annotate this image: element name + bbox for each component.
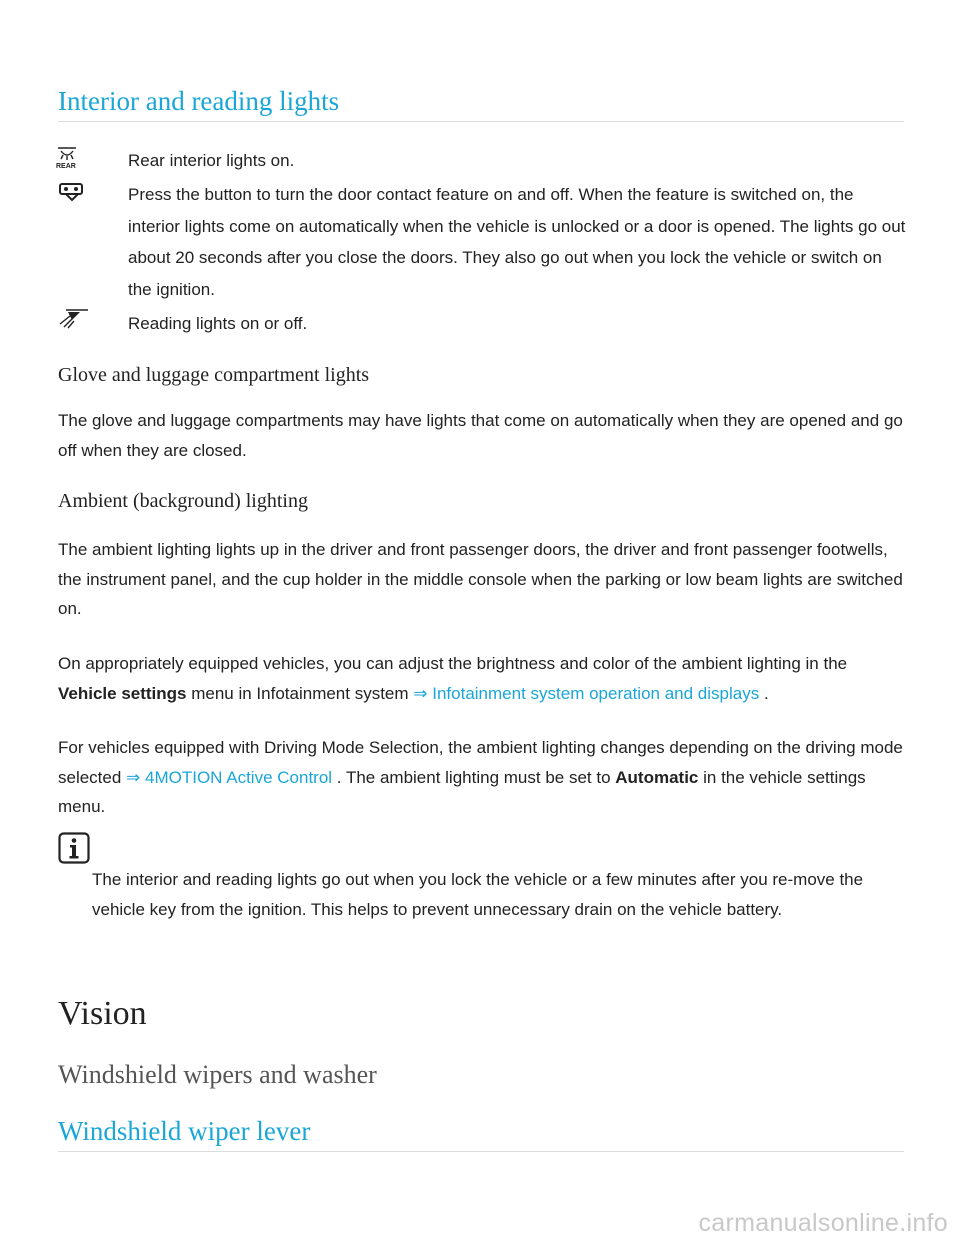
section-title-ambient: Ambient (background) lighting [58,490,308,512]
ambient-paragraph-3 [58,733,908,822]
rear-icon-label: REAR [56,163,76,170]
ambient-p3-text-before: For vehicles equipped with Driving Mode Selection, the ambient lighting changes depending on the driving mode selected [58,738,903,787]
ambient-p2-text-middle: menu in Infotainment system [186,683,414,703]
item-door-contact: Press the button to turn the door contact feature on and off. When the feature is switched on, the interior lights come on automatically when the vehicle is unlocked or a door is opened. The lights go out about 20 seconds after you close the doors. They also go out when you lock the vehicle or switch on the ignition. [128,185,906,299]
door-contact-icon [56,180,92,208]
reading-light-icon [56,306,92,334]
4motion-active-control-link[interactable]: ⇒ 4MOTION Active Control [126,767,333,787]
ambient-p3-text-middle: . The ambient lighting must be set to [332,767,616,787]
subtitle-windshield-wipers-washer: Windshield wipers and washer [58,1060,377,1089]
section-title-interior-lights: Interior and reading lights [58,86,904,122]
ambient-p2-text-before: On appropriately equipped vehicles, you can adjust the brightness and color of the ambient lighting in the [58,654,848,673]
ambient-p3-text-after: in the vehicle settings menu. [58,767,866,816]
section-title-windshield-wiper-lever: Windshield wiper lever [58,1116,904,1152]
automatic-label: Automatic [615,767,699,787]
note-text: The interior and reading lights go out when you lock the vehicle or a few minutes after you re-move the vehicle key from the ignition. This helps to prevent unnecessary drain on the vehicle battery. [92,870,864,919]
section-title-glove-luggage: Glove and luggage compartment lights [58,364,370,386]
chapter-title-vision: Vision [58,995,147,1032]
item-rear-interior-lights: Rear interior lights on. [128,151,295,170]
item-reading-lights: Reading lights on or off. [128,314,308,333]
ambient-p2-text-after: . [759,683,769,703]
ambient-paragraph-2 [58,649,908,708]
watermark: carmanualsonline.info [698,1209,948,1237]
rear-interior-light-icon [56,146,92,174]
infotainment-link[interactable]: ⇒ Infotainment system operation and displays [413,683,760,703]
info-icon [58,832,90,864]
glove-luggage-paragraph: The glove and luggage compartments may have lights that come on automatically when they are opened and go off when they are closed. [58,411,903,460]
vehicle-settings-label: Vehicle settings [58,683,187,703]
ambient-paragraph-1: The ambient lighting lights up in the driver and front passenger doors, the driver and front passenger footwells, the instrument panel, and the cup holder in the middle console when the parking or low beam lights are switched on. [58,540,903,618]
